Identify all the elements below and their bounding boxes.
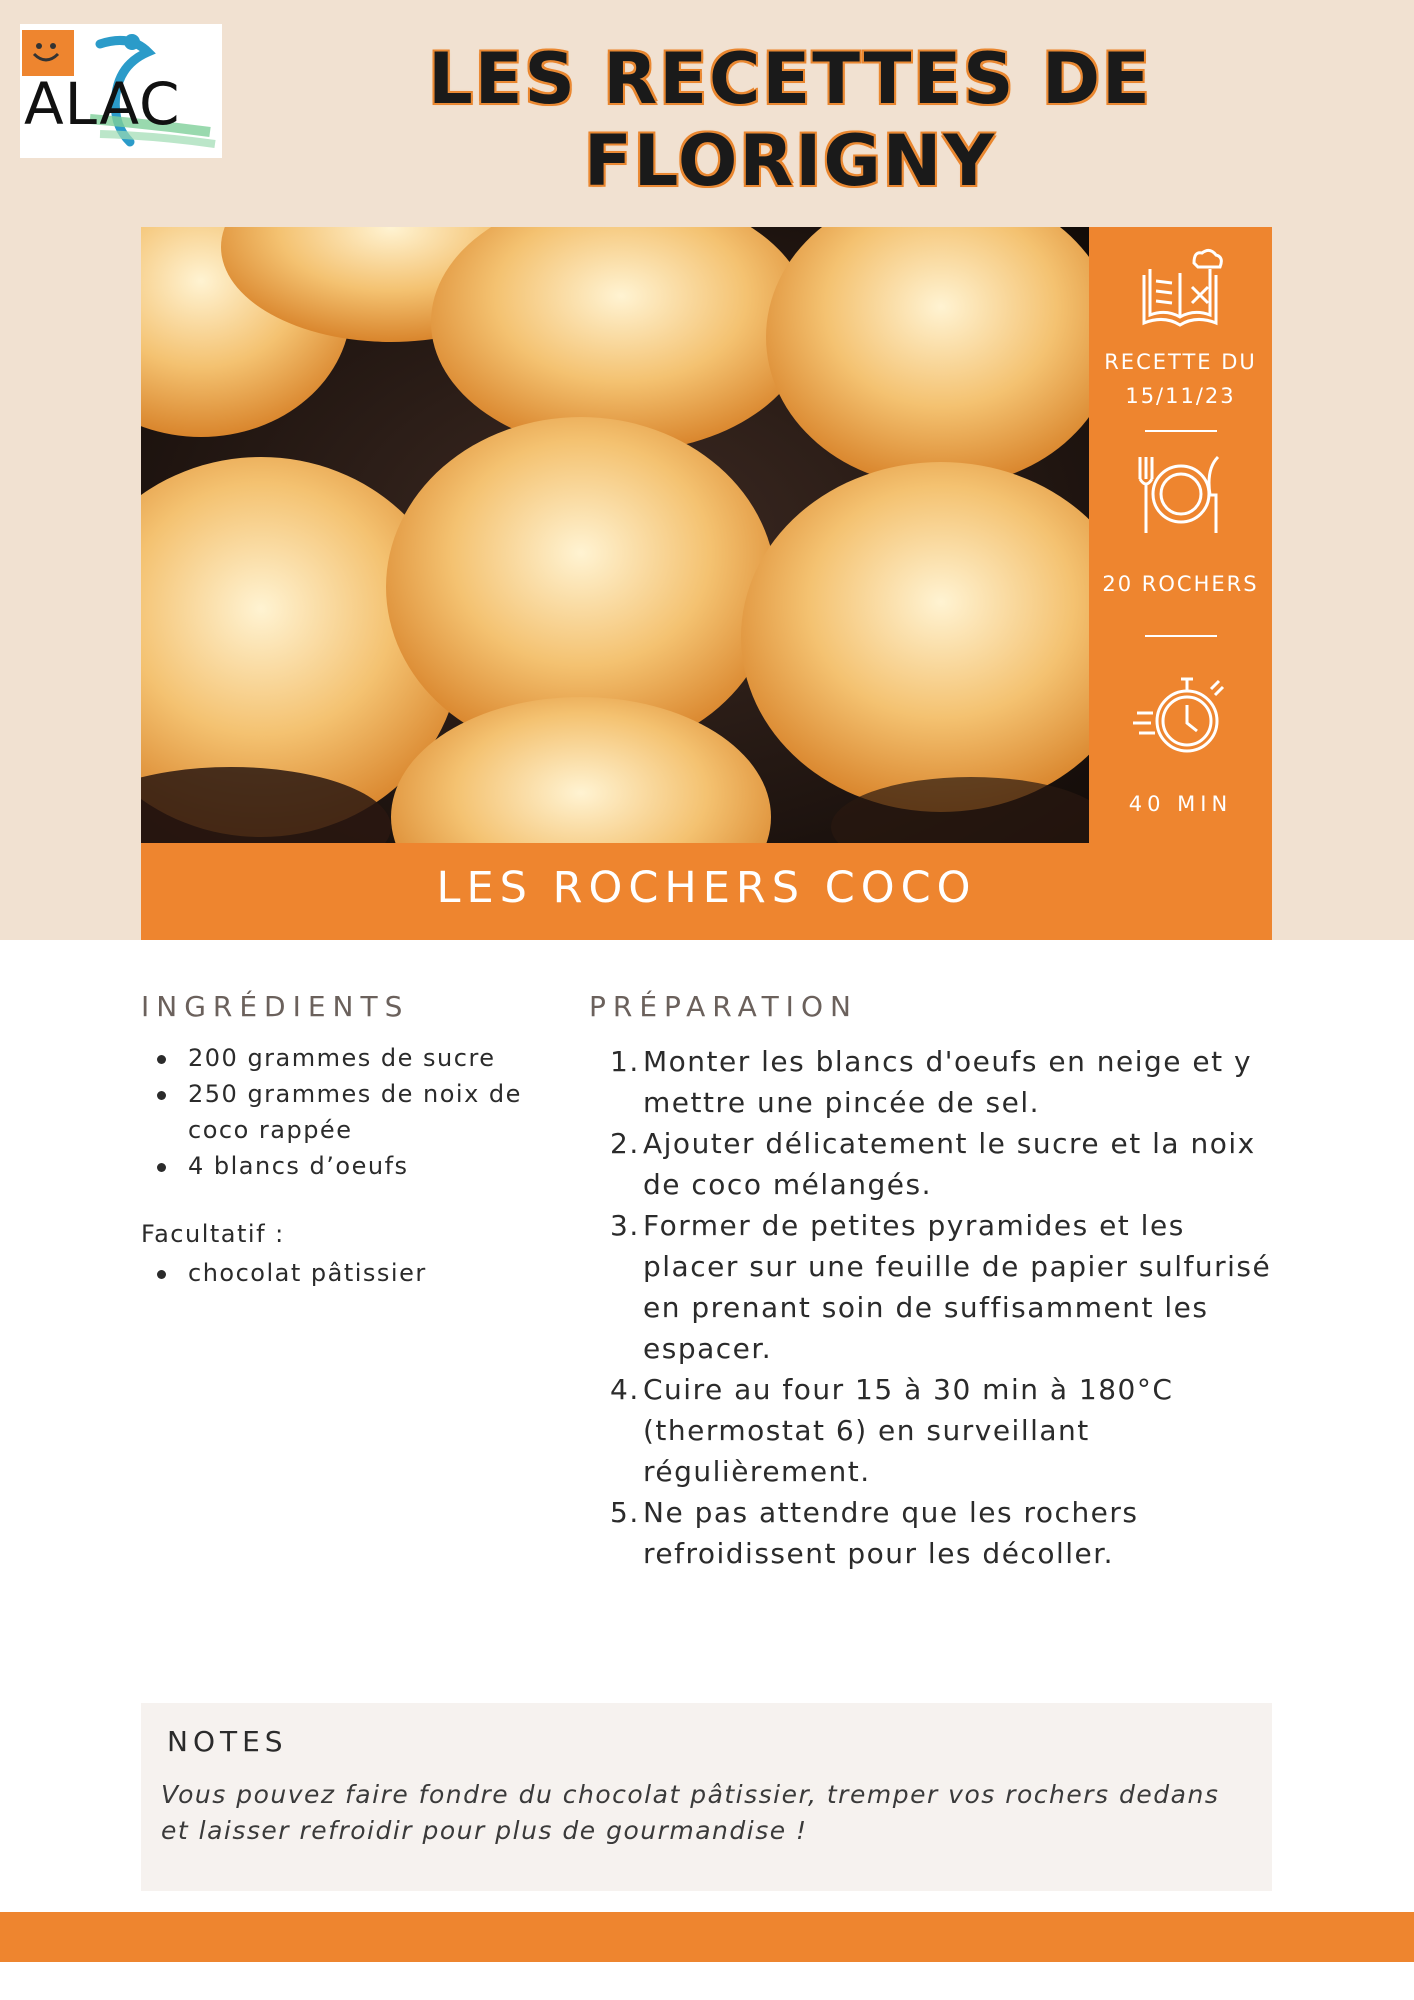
list-item: 200 grammes de sucre [141, 1040, 541, 1076]
footer-bar [0, 1912, 1414, 1962]
logo-text: ALAC [24, 70, 181, 138]
plate-cutlery-icon [1126, 449, 1236, 539]
cooking-time: 40 MIN [1128, 792, 1233, 816]
recipe-date-block [1089, 345, 1272, 413]
recipe-title-bar [141, 843, 1272, 940]
step-text: Ajouter délicatement le sucre et la noix de coco mélangés. [643, 1127, 1256, 1201]
time-text-block [1089, 787, 1272, 821]
time-block [1089, 665, 1272, 769]
step-text: Cuire au four 15 à 30 min à 180°C (thermostat 6) en surveillant régulièrement. [643, 1373, 1174, 1488]
alac-logo [20, 24, 222, 158]
recipe-photo [141, 227, 1091, 843]
preparation-steps [610, 1041, 1275, 1574]
notes-box [141, 1703, 1272, 1891]
step-text: Monter les blancs d'oeufs en neige et y mettre une pincée de sel. [643, 1045, 1253, 1119]
recipe-book-block [1089, 245, 1272, 339]
preparation-step [610, 1369, 1275, 1492]
recipe-date-value: 15/11/23 [1125, 384, 1236, 408]
servings-count: 20 ROCHERS [1102, 572, 1259, 596]
recipe-book-icon [1136, 245, 1226, 335]
panel-divider [1145, 635, 1217, 637]
optional-ingredients-list [141, 1255, 541, 1291]
servings-text-block [1089, 567, 1272, 601]
preparation-step [610, 1123, 1275, 1205]
recipe-info-panel [1089, 227, 1272, 843]
list-item: 250 grammes de noix de coco rappée [141, 1076, 541, 1148]
step-number: 5. [610, 1496, 640, 1529]
notes-text: Vous pouvez faire fondre du chocolat pâtissier, tremper vos rochers dedans et laisser refroidir pour plus de gourmandise ! [161, 1780, 1220, 1845]
list-item: chocolat pâtissier [141, 1255, 541, 1291]
stopwatch-icon [1131, 665, 1231, 765]
preparation-step [610, 1205, 1275, 1369]
list-item: 4 blancs d’oeufs [141, 1148, 541, 1184]
page-title: LES RECETTES DE FLORIGNY [428, 38, 1152, 202]
servings-block [1089, 449, 1272, 543]
panel-divider [1145, 430, 1217, 432]
optional-label: Facultatif : [141, 1220, 285, 1248]
preparation-heading: PRÉPARATION [589, 990, 858, 1023]
step-number: 3. [610, 1209, 640, 1242]
recipe-date-label: RECETTE DU [1104, 350, 1257, 374]
preparation-step [610, 1492, 1275, 1574]
notes-heading: NOTES [167, 1725, 288, 1758]
step-text: Former de petites pyramides et les placer sur une feuille de papier sulfurisé en prenant soin de suffisamment les espacer. [643, 1209, 1272, 1365]
step-number: 1. [610, 1045, 640, 1078]
recipe-title: LES ROCHERS COCO [436, 863, 977, 913]
step-number: 2. [610, 1127, 640, 1160]
preparation-step [610, 1041, 1275, 1123]
logo-graphic [20, 24, 222, 158]
step-number: 4. [610, 1373, 640, 1406]
ingredients-heading: INGRÉDIENTS [141, 990, 410, 1023]
ingredients-list [141, 1040, 541, 1184]
step-text: Ne pas attendre que les rochers refroidissent pour les décoller. [643, 1496, 1139, 1570]
